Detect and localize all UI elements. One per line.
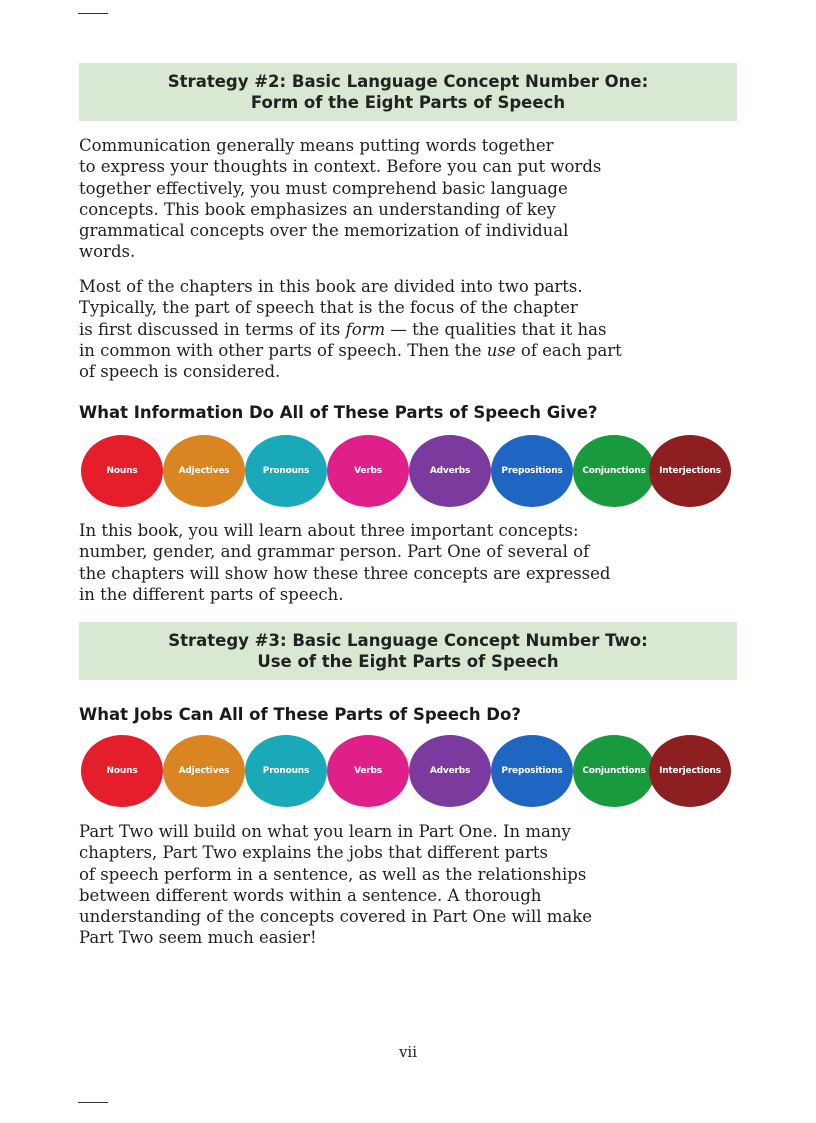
adjectives-circle: Adjectives — [163, 735, 245, 807]
strategy-3-title: Strategy #3: Basic Language Concept Number Two: — [168, 631, 648, 650]
text-segment: in common with other parts of speech. Then the — [79, 340, 487, 360]
concepts-paragraph — [79, 520, 739, 605]
interjections-circle: Interjections — [649, 435, 731, 507]
text-line: to express your thoughts in context. Before you can put words — [79, 157, 602, 177]
text-line: between different words within a sentence. A thorough — [79, 885, 542, 905]
emphasis-use: use — [486, 340, 516, 360]
strategy-2-title: Strategy #2: Basic Language Concept Number One: — [167, 72, 649, 91]
text-line: Part Two will build on what you learn in Part One. In many — [79, 822, 571, 841]
page-number: vii — [398, 1043, 418, 1061]
adjectives-circle: Adjectives — [163, 435, 245, 507]
parts-of-speech-row-1 — [81, 435, 731, 507]
adverbs-circle: Adverbs — [409, 435, 491, 507]
parts-of-speech-row-2 — [81, 735, 731, 807]
strategy-2-subtitle: Form of the Eight Parts of Speech — [250, 93, 566, 112]
text-line: In this book, you will learn about three important concepts: — [79, 521, 579, 540]
jobs-heading: What Jobs Can All of These Parts of Speech Do? — [79, 705, 521, 724]
text-line: understanding of the concepts covered in Part One will make — [79, 907, 593, 927]
intro-paragraph — [79, 135, 739, 263]
text-line: grammatical concepts over the memorization of individual — [79, 221, 569, 241]
interjections-circle: Interjections — [649, 735, 731, 807]
text-segment: of each part — [515, 340, 622, 360]
verbs-circle: Verbs — [327, 435, 409, 507]
text-line: the chapters will show how these three concepts are expressed — [79, 563, 611, 583]
crop-mark-bottom — [78, 1102, 108, 1103]
prepositions-circle: Prepositions — [491, 735, 573, 807]
pronouns-circle: Pronouns — [245, 435, 327, 507]
adverbs-circle: Adverbs — [409, 735, 491, 807]
text-line — [79, 319, 739, 340]
emphasis-form: form — [345, 319, 386, 339]
text-line: of speech perform in a sentence, as well as the relationships — [79, 864, 587, 884]
strategy-2-banner — [79, 63, 737, 121]
text-line — [79, 340, 739, 361]
part-two-paragraph — [79, 821, 739, 949]
text-line: number, gender, and grammar person. Part One of several of — [79, 542, 590, 562]
prepositions-circle: Prepositions — [491, 435, 573, 507]
chapters-paragraph — [79, 276, 739, 382]
text-line: chapters, Part Two explains the jobs that different parts — [79, 843, 548, 863]
text-line: Most of the chapters in this book are divided into two parts. — [79, 277, 583, 296]
text-segment: is first discussed in terms of its — [79, 319, 346, 339]
text-line: Communication generally means putting words together — [79, 136, 554, 155]
nouns-circle: Nouns — [81, 735, 163, 807]
conjunctions-circle: Conjunctions — [573, 435, 655, 507]
conjunctions-circle: Conjunctions — [573, 735, 655, 807]
text-line: words. — [79, 242, 136, 262]
text-line: Typically, the part of speech that is the focus of the chapter — [79, 298, 578, 318]
verbs-circle: Verbs — [327, 735, 409, 807]
text-line: in the different parts of speech. — [79, 584, 344, 604]
information-heading: What Information Do All of These Parts of Speech Give? — [79, 403, 598, 422]
strategy-3-subtitle: Use of the Eight Parts of Speech — [257, 652, 559, 671]
text-line: concepts. This book emphasizes an understanding of key — [79, 199, 556, 219]
text-line: Part Two seem much easier! — [79, 928, 317, 948]
text-line: of speech is considered. — [79, 362, 281, 382]
text-segment: — the qualities that it has — [385, 319, 607, 339]
text-line: together effectively, you must comprehend basic language — [79, 178, 568, 198]
crop-mark-top — [78, 13, 108, 14]
nouns-circle: Nouns — [81, 435, 163, 507]
strategy-3-banner — [79, 622, 737, 680]
pronouns-circle: Pronouns — [245, 735, 327, 807]
